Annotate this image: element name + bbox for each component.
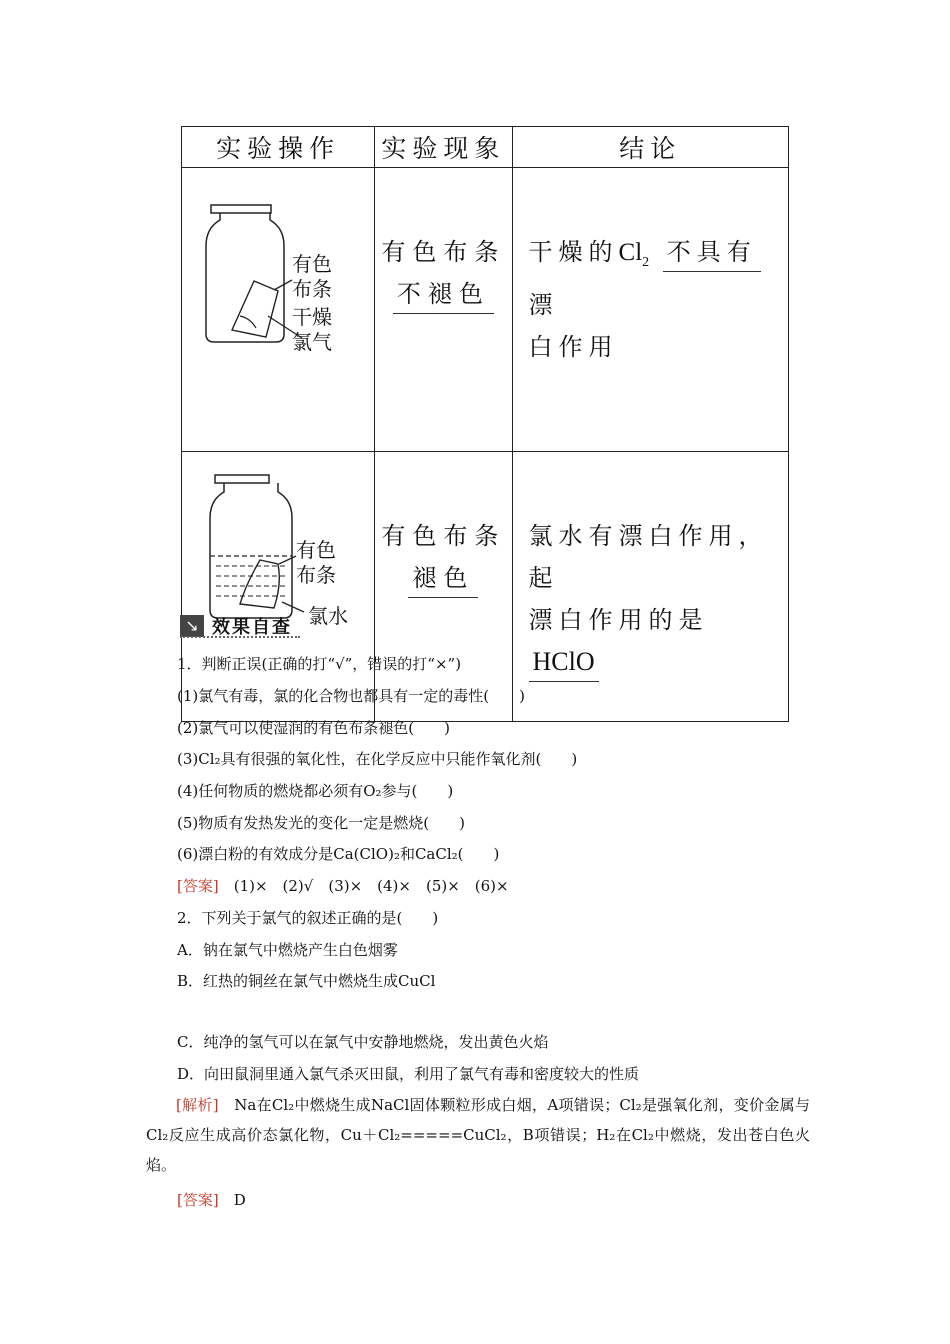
row1-phenomenon-text: 有色布条 [381,238,506,266]
question-2-answer [177,1190,246,1210]
row2-conclusion-pre: 漂白作用的是 [528,606,709,634]
row2-phenomenon [375,452,512,722]
row2-conclusion-line1: 氯水有漂白作用，起 [528,522,769,592]
question-1-item-2: (2)氯气可以使湿润的有色布条褪色( ) [177,719,450,737]
question-1-item-3: (3)Cl₂具有很强的氧化性，在化学反应中只能作氧化剂( ) [177,750,578,768]
chlorine-water-bottle-diagram [182,452,375,722]
analysis-tag: [解析] [176,1096,219,1114]
option-c: C．纯净的氢气可以在氯气中安静地燃烧，发出黄色火焰 [177,1033,549,1051]
option-b: B．红热的铜丝在氯气中燃烧生成CuCl [177,972,436,990]
header-operation: 实验操作 [182,127,375,168]
row1-phenomenon-answer: 不褪色 [393,277,494,314]
header-phenomenon: 实验现象 [375,127,512,168]
header-conclusion: 结论 [512,127,788,168]
row1-conclusion-pre: 干燥的 [528,238,619,266]
question-1-item-4: (4)任何物质的燃烧都必须有O₂参与( ) [177,782,454,800]
question-2: 2．下列关于氯气的叙述正确的是( ) [177,909,439,927]
label-chlorine: 氯气 [292,330,332,354]
option-a: A．钠在氯气中燃烧产生白色烟雾 [177,941,398,959]
row1-conclusion-line2: 白作用 [528,333,619,361]
answer-text-2: D [218,1191,246,1209]
label-colored: 有色 [292,252,332,276]
section-divider [180,636,300,638]
row1-phenomenon [375,168,512,452]
analysis-text: Na在Cl₂中燃烧生成NaCl固体颗粒形成白烟，A项错误；Cl₂是强氧化剂，变价金属与Cl₂反应生成高价态氯化物，Cu＋Cl₂=====CuCl₂，B项错误；H₂在Cl₂中燃烧，发出苍白色火焰。 [146,1096,810,1174]
question-1: 1．判断正误(正确的打“√”，错误的打“×”) [177,655,462,673]
row2-phenomenon-text: 有色布条 [381,522,506,550]
row1-chem-subscript: 2 [642,255,650,270]
row1-conclusion [512,168,788,452]
question-1-item-5: (5)物质有发热发光的变化一定是燃烧( ) [177,814,465,832]
row2-conclusion [512,452,788,722]
question-1-item-6: (6)漂白粉的有效成分是Ca(ClO)₂和CaCl₂( ) [177,845,500,863]
section-title: 效果自查 [212,617,292,638]
question-1-item-1: (1)氯气有毒，氯的化合物也都具有一定的毒性( ) [177,687,525,705]
label-colored-2: 有色 [296,538,336,562]
label-strip-2: 布条 [296,563,336,587]
row1-chem-formula: Cl [618,239,643,266]
label-chlorine-water: 氯水 [308,604,348,628]
answer-text: (1)× (2)√ (3)× (4)× (5)× (6)× [218,877,509,895]
question-1-answer [177,876,509,896]
row1-conclusion-answer: 不具有 [663,235,761,272]
label-dry: 干燥 [292,305,332,329]
dry-bottle-drawing [182,168,375,388]
row2-conclusion-answer: HClO [529,645,599,682]
row2-phenomenon-answer: 褪色 [408,561,478,598]
row1-conclusion-post: 漂 [528,291,559,319]
analysis-paragraph [146,1090,810,1180]
dry-chlorine-bottle-diagram [182,168,375,452]
arrow-icon: ↘ [180,615,204,637]
option-d: D．向田鼠洞里通入氯气杀灭田鼠，利用了氯气有毒和密度较大的性质 [177,1065,640,1083]
answer-tag: [答案] [177,877,219,895]
label-strip: 布条 [292,277,332,301]
answer-tag-2: [答案] [177,1191,219,1209]
